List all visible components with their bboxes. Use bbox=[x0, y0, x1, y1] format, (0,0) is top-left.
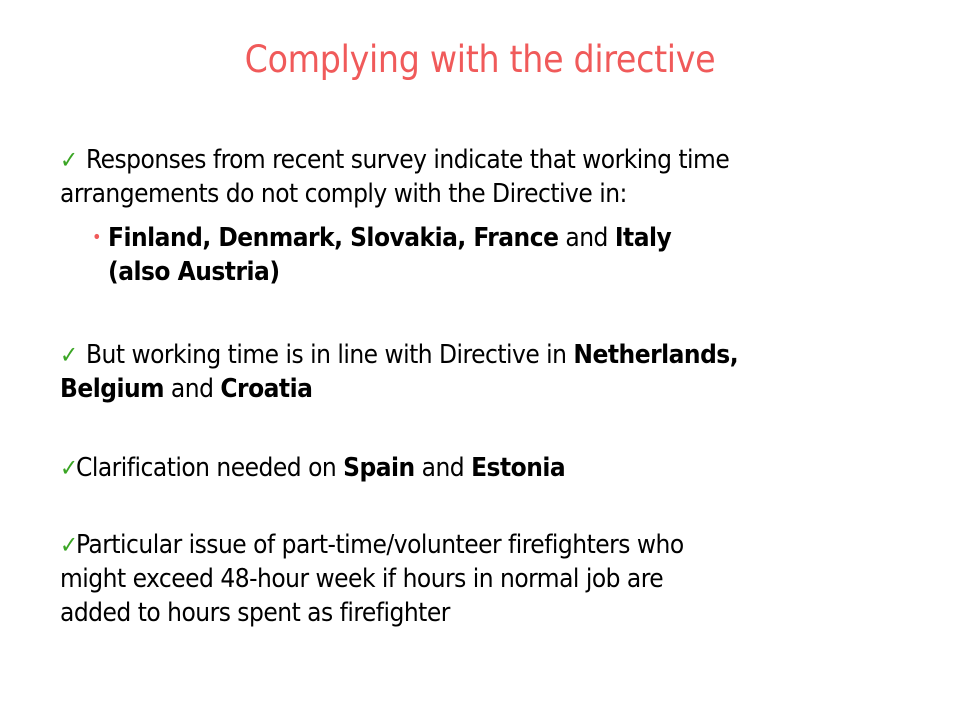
checkmark-icon: ✓ bbox=[60, 454, 78, 482]
checkmark-icon: ✓ bbox=[60, 146, 78, 174]
point-4-line-3: added to hours spent as firefighter bbox=[60, 598, 450, 628]
point-4-line-2: might exceed 48-hour week if hours in normal job are bbox=[60, 564, 664, 594]
checkmark-icon: ✓ bbox=[60, 531, 78, 559]
point-4 bbox=[60, 528, 940, 630]
point-4-line-1: ✓Particular issue of part-time/volunteer firefighters who bbox=[60, 530, 684, 560]
point-3 bbox=[60, 451, 940, 485]
sub-bullet bbox=[92, 221, 908, 289]
point-1-line-2: arrangements do not comply with the Directive in: bbox=[60, 179, 627, 209]
point-2-line-2: Belgium and Croatia bbox=[60, 374, 313, 404]
point-2-line-1: ✓ But working time is in line with Directive in Netherlands, bbox=[60, 340, 739, 370]
bullet-icon: • bbox=[92, 227, 102, 248]
sub-bullet-line-2: (also Austria) bbox=[108, 257, 280, 287]
point-3-line-1: ✓Clarification needed on Spain and Estonia bbox=[60, 453, 566, 483]
slide-title: Complying with the directive bbox=[244, 38, 716, 81]
point-1-line-1: ✓ Responses from recent survey indicate that working time bbox=[60, 145, 730, 175]
checkmark-icon: ✓ bbox=[60, 341, 78, 369]
sub-bullet-line-1: Finland, Denmark, Slovakia, France and Italy bbox=[108, 223, 672, 253]
point-1 bbox=[60, 143, 940, 211]
point-2 bbox=[60, 338, 940, 406]
